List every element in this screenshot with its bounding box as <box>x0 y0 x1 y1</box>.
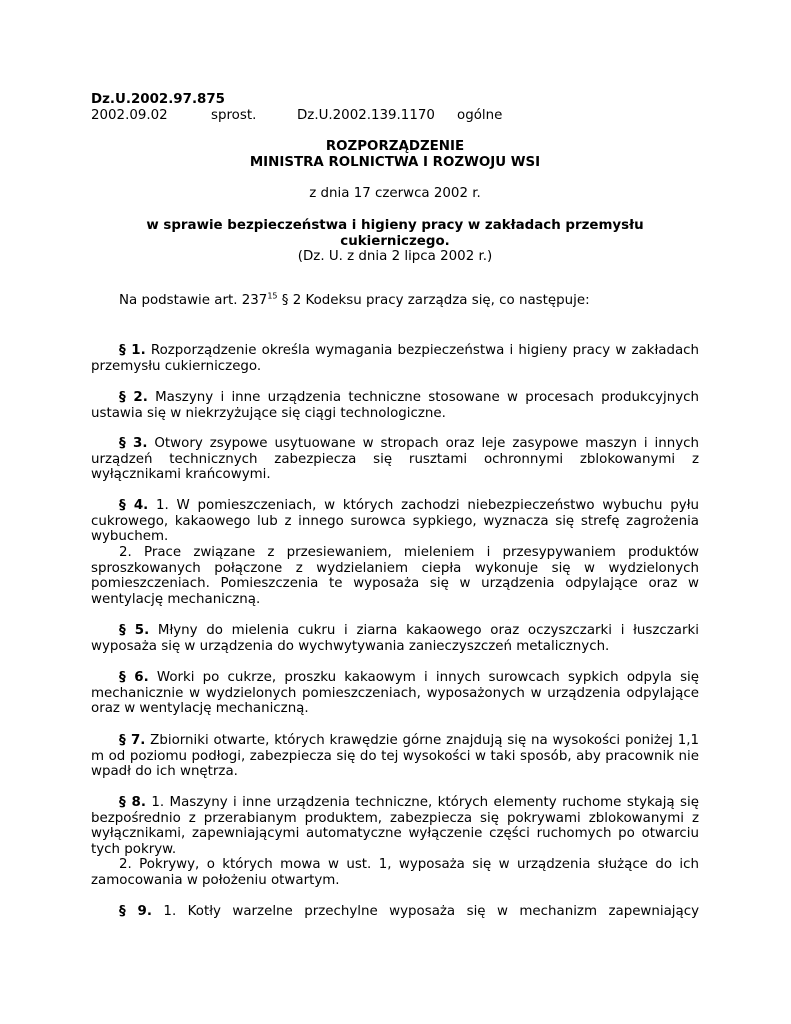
section-5-mark: § 5. <box>119 623 150 638</box>
meta-date: 2002.09.02 <box>91 108 168 123</box>
section-6-text: Worki po cukrze, proszku kakaowym i innych surowcach sypkich odpyla się mechanicznie w wydzielonych pomieszczeniach, wyposażonych w urządzenia odpylające oraz w wentylację mechaniczną. <box>91 670 700 716</box>
title-publication: (Dz. U. z dnia 2 lipca 2002 r.) <box>297 249 493 264</box>
meta-reference: Dz.U.2002.139.1170 <box>297 108 435 123</box>
section-7-mark: § 7. <box>119 733 146 748</box>
preamble-before: Na podstawie art. 237 <box>119 293 268 308</box>
section-9-mark: § 9. <box>119 904 152 919</box>
section-7-text: Zbiorniki otwarte, których krawędzie górne znajdują się na wysokości poniżej 1,1 m od poziomu podłogi, zabezpiecza się do tej wysokości w taki sposób, aby pracownik nie wpadł do ich wnętrza. <box>91 733 699 779</box>
section-1 <box>91 343 699 374</box>
section-8-paragraph-2: 2. Pokrywy, o których mowa w ust. 1, wyposaża się w urządzenia służące do ich zamocowania w położeniu otwartym. <box>91 857 699 888</box>
preamble-after: § 2 Kodeksu pracy zarządza się, co następuje: <box>277 293 590 308</box>
meta-kind: ogólne <box>457 108 503 123</box>
section-6 <box>91 670 699 717</box>
section-4-text-1: 1. W pomieszczeniach, w których zachodzi niebezpieczeństwo wybuchu pyłu cukrowego, kakaowego lub z innego surowca sypkiego, wyznacza się strefę zagrożenia wybuchem. <box>91 498 699 544</box>
section-4-paragraph-2: 2. Prace związane z przesiewaniem, mieleniem i przesypywaniem produktów sproszkowanych połączone z wydzielaniem ciepła wykonuje się w wydzielonych pomieszczeniach. Pomieszczenia te wyposaża się w urządzenia odpylające oraz w wentylację mechaniczną. <box>91 545 699 607</box>
section-3 <box>91 436 699 483</box>
title-line-1: ROZPORZĄDZENIE <box>325 139 465 154</box>
document-id: Dz.U.2002.97.875 <box>91 92 225 107</box>
title-date: z dnia 17 czerwca 2002 r. <box>309 186 481 201</box>
preamble <box>91 293 699 309</box>
section-9-text: 1. Kotły warzelne przechylne wyposaża się w mechanizm zapewniający <box>151 904 700 919</box>
document-meta-line <box>91 108 502 124</box>
section-2-text: Maszyny i inne urządzenia techniczne stosowane w procesach produkcyjnych ustawia się w niekrzyżujące się ciągi technologiczne. <box>91 390 700 421</box>
section-8-mark: § 8. <box>119 795 146 810</box>
section-3-text: Otwory zsypowe usytuowane w stropach oraz leje zasypowe maszyn i innych urządzeń technicznych zabezpiecza się rusztami ochronnymi zblokowanymi z wyłącznikami krańcowymi. <box>91 436 700 482</box>
meta-type: sprost. <box>211 108 257 123</box>
title-subject: w sprawie bezpieczeństwa i higieny pracy w zakładach przemysłu cukierniczego. <box>146 218 644 249</box>
section-6-mark: § 6. <box>119 670 149 685</box>
section-8-text-1: 1. Maszyny i inne urządzenia techniczne, których elementy ruchome stykają się bezpośrednio z przerabianym produktem, zabezpiecza się pokrywami zblokowanymi z wyłącznikami, zapewniającymi automatyczne wyłączenie części ruchomych po otwarciu tych pokryw. <box>91 795 699 857</box>
section-5 <box>91 623 699 654</box>
section-1-text: Rozporządzenie określa wymagania bezpieczeństwa i higieny pracy w zakładach przemysłu cukierniczego. <box>91 343 700 374</box>
section-7 <box>91 733 699 780</box>
section-9 <box>91 904 699 920</box>
title-line-2: MINISTRA ROLNICTWA I ROZWOJU WSI <box>249 155 541 170</box>
section-5-text: Młyny do mielenia cukru i ziarna kakaowego oraz oczyszczarki i łuszczarki wyposaża się w urządzenia do wychwytywania zanieczyszczeń metalicznych. <box>91 623 699 654</box>
section-4-paragraph-1 <box>91 498 699 545</box>
section-2 <box>91 390 699 421</box>
section-3-mark: § 3. <box>119 436 148 451</box>
section-2-mark: § 2. <box>119 390 148 405</box>
preamble-superscript: 15 <box>267 291 278 301</box>
section-8-paragraph-1 <box>91 795 699 857</box>
section-4-mark: § 4. <box>119 498 149 513</box>
section-1-mark: § 1. <box>119 343 146 358</box>
